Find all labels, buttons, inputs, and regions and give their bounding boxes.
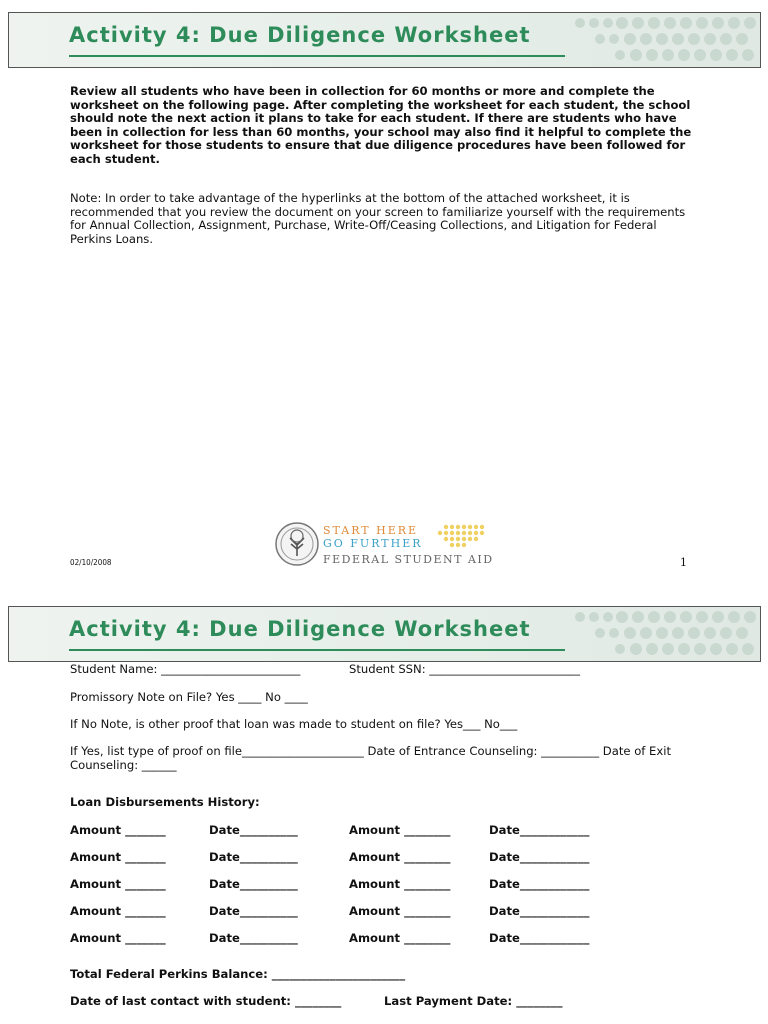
amount-field[interactable]: Amount ________ (349, 904, 451, 918)
date-field[interactable]: Date__________ (209, 877, 298, 891)
date-field[interactable]: Date____________ (489, 877, 590, 891)
student-name-field[interactable]: Student Name: ________________________ (70, 662, 301, 676)
amount-field[interactable]: Amount ________ (349, 931, 451, 945)
proof-and-counseling-field[interactable]: If Yes, list type of proof on file_____________________ Date of Entrance Counseling: __________ Date of Exit Counseling: ______ (70, 744, 672, 772)
slide-2-banner (8, 606, 761, 662)
banner-dots-decoration (560, 607, 760, 662)
amount-field[interactable]: Amount _______ (70, 850, 166, 864)
amount-field[interactable]: Amount ________ (349, 850, 451, 864)
title-underline (69, 649, 565, 651)
logo-line-go-further: GO FURTHER (323, 537, 423, 550)
date-field[interactable]: Date____________ (489, 850, 590, 864)
logo-line-federal-student-aid: FEDERAL STUDENT AID (323, 553, 494, 566)
worksheet-title: Activity 4: Due Diligence Worksheet (69, 617, 531, 641)
amount-field[interactable]: Amount _______ (70, 823, 166, 837)
date-field[interactable]: Date__________ (209, 931, 298, 945)
date-field[interactable]: Date____________ (489, 931, 590, 945)
date-field[interactable]: Date__________ (209, 823, 298, 837)
title-underline (69, 55, 565, 57)
slide-2 (0, 604, 768, 1024)
student-ssn-field[interactable]: Student SSN: __________________________ (349, 662, 581, 676)
amount-field[interactable]: Amount _______ (70, 904, 166, 918)
amount-field[interactable]: Amount _______ (70, 931, 166, 945)
instructions-paragraph: Review all students who have been in collection for 60 months or more and complete the worksheet on the following page. After completing the worksheet for each student, the school should note the next action it plans to take for each student. If there are students who have been in collection for less than 60 months, your school may also find it helpful to complete the worksheet for those students to ensure that due diligence procedures have been followed for each student. (70, 84, 692, 166)
note-paragraph: Note: In order to take advantage of the hyperlinks at the bottom of the attached worksheet, it is recommended that you review the document on your screen to familiarize yourself with the requirements for Annual Collection, Assignment, Purchase, Write-Off/Ceasing Collections, and Litigation for Federal Perkins Loans. (70, 191, 686, 246)
logo-dots-decoration (432, 523, 492, 551)
date-field[interactable]: Date____________ (489, 904, 590, 918)
date-field[interactable]: Date__________ (209, 904, 298, 918)
last-payment-field[interactable]: Last Payment Date: ________ (384, 994, 563, 1008)
amount-field[interactable]: Amount _______ (70, 877, 166, 891)
promissory-note-field[interactable]: Promissory Note on File? Yes ____ No ____ (70, 690, 308, 704)
date-field[interactable]: Date__________ (209, 850, 298, 864)
department-seal-icon (275, 521, 319, 567)
date-field[interactable]: Date____________ (489, 823, 590, 837)
amount-field[interactable]: Amount ________ (349, 823, 451, 837)
other-proof-field[interactable]: If No Note, is other proof that loan was made to student on file? Yes___ No___ (70, 717, 518, 731)
banner-dots-decoration (560, 13, 760, 68)
disbursements-heading: Loan Disbursements History: (70, 795, 260, 809)
slide-1-banner (8, 12, 761, 68)
logo-line-start-here: START HERE (323, 524, 419, 537)
last-contact-field[interactable]: Date of last contact with student: ________ (70, 994, 342, 1008)
page-title: Activity 4: Due Diligence Worksheet (69, 23, 531, 47)
page-number: 1 (680, 556, 687, 569)
total-balance-field[interactable]: Total Federal Perkins Balance: _______________________ (70, 967, 406, 981)
footer-date: 02/10/2008 (70, 558, 112, 567)
amount-field[interactable]: Amount ________ (349, 877, 451, 891)
page-gap (0, 590, 768, 604)
